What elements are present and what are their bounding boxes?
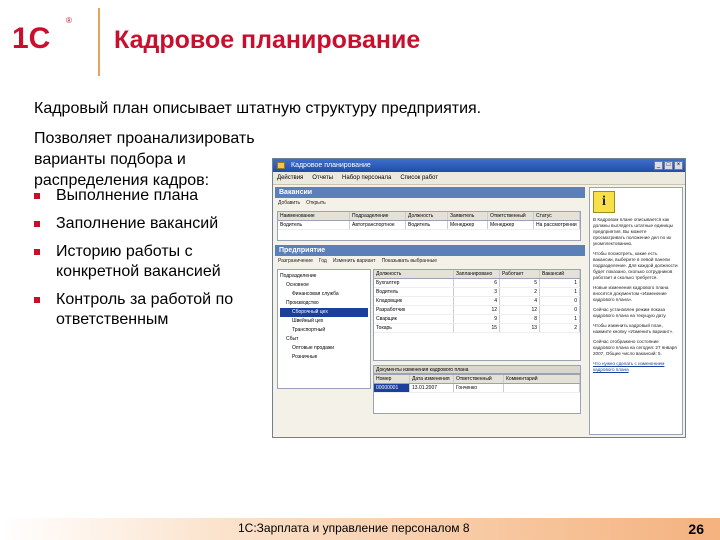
info-paragraph: Чтобы посмотреть, какие есть вакансии, выберите в левой панели подразделение. Для каждой должности будет показано, сколько сотрудников работает и сколько требуется. xyxy=(593,251,678,280)
column-header[interactable]: Заявитель xyxy=(448,212,488,220)
table-row[interactable]: Сварщик 9 8 1 xyxy=(374,315,580,324)
window-titlebar[interactable] xyxy=(273,159,685,172)
tree-node[interactable]: Розничные xyxy=(292,354,318,360)
column-header[interactable]: Запланировано xyxy=(454,270,500,278)
table-row[interactable]: Водитель Автотранспортное Водитель Менеджер Менеджер На рассмотрении xyxy=(278,221,580,230)
tree-node[interactable]: Производство xyxy=(286,300,319,306)
info-paragraph: Чтобы изменить кадровый план, нажмите кнопку «Изменить вариант». xyxy=(593,323,674,334)
column-header[interactable]: Должность xyxy=(406,212,448,220)
column-header[interactable]: Дата изменения xyxy=(410,375,454,383)
open-vacancy-button[interactable]: Открыть xyxy=(306,200,326,206)
logo-text: 1С xyxy=(12,22,51,52)
table-header xyxy=(374,270,580,279)
footer-product-name: 1С:Зарплата и управление персоналом 8 xyxy=(238,521,470,535)
tree-node[interactable]: Транспортный xyxy=(292,327,326,333)
table-row[interactable]: Кладовщик 4 4 0 xyxy=(374,297,580,306)
departments-section-title: Предприятие xyxy=(275,245,585,256)
table-row[interactable]: Водитель 3 2 1 xyxy=(374,288,580,297)
toolbar-tasks-button[interactable]: Список работ xyxy=(400,175,439,181)
departments-toolbar xyxy=(275,256,585,266)
tree-node[interactable]: Основное xyxy=(286,282,309,288)
vacancies-section-title: Вакансии xyxy=(275,187,585,198)
year-selector[interactable]: Год xyxy=(318,258,327,264)
add-vacancy-button[interactable]: Добавить xyxy=(278,200,301,206)
list-item: Контроль за работой по ответственным xyxy=(34,290,270,330)
info-panel xyxy=(589,187,683,435)
column-header[interactable]: Должность xyxy=(374,270,454,278)
minimize-icon[interactable]: _ xyxy=(654,161,663,170)
table-header xyxy=(278,212,580,221)
app-icon xyxy=(277,162,285,169)
tree-node-selected[interactable]: Сборочный цех xyxy=(280,308,368,317)
column-header[interactable]: Статус xyxy=(534,212,580,220)
app-window-screenshot xyxy=(272,158,686,438)
page-number: 26 xyxy=(688,521,704,537)
tree-node[interactable]: Финансовая служба xyxy=(292,291,339,297)
window-title: Кадровое планирование xyxy=(291,162,371,169)
window-controls xyxy=(654,161,683,170)
bullet-square-icon xyxy=(34,297,40,303)
info-footer-link[interactable]: Что нужно сделать с изменением кадрового плана xyxy=(593,361,665,372)
department-tree xyxy=(277,269,371,389)
tree-node[interactable]: Сбыт xyxy=(286,336,299,342)
toolbar-actions-menu[interactable]: Действия xyxy=(277,175,304,181)
vacancies-toolbar xyxy=(275,198,585,208)
documents-table xyxy=(373,374,581,414)
column-header[interactable]: Ответственный xyxy=(488,212,534,220)
bullet-square-icon xyxy=(34,249,40,255)
tree-node[interactable]: Оптовые продажи xyxy=(292,345,335,351)
change-variant-button[interactable]: Изменить вариант xyxy=(332,258,376,264)
table-row[interactable]: Разработчик 12 12 0 xyxy=(374,306,580,315)
registered-mark: ® xyxy=(66,16,72,25)
info-icon: i xyxy=(593,191,615,213)
column-header[interactable]: Подразделение xyxy=(350,212,406,220)
left-pane xyxy=(275,187,585,208)
bullet-square-icon xyxy=(34,221,40,227)
list-item: Выполнение плана xyxy=(34,186,270,206)
tree-node[interactable]: Швейный цех xyxy=(292,318,324,324)
maximize-icon[interactable]: □ xyxy=(664,161,673,170)
column-header[interactable]: Комментарий xyxy=(504,375,580,383)
column-header[interactable]: Работает xyxy=(500,270,540,278)
column-header[interactable]: Наименование xyxy=(278,212,350,220)
intro-line-2: Позволяет проанализировать варианты подбора и распределения кадров: xyxy=(34,130,255,189)
page-title: Кадровое планирование xyxy=(114,26,421,54)
info-paragraph: Сейчас установлен режим показа кадрового плана на текущую дату. xyxy=(593,307,667,318)
intro-line-1: Кадровый план описывает штатную структуру предприятия. xyxy=(34,100,482,117)
documents-section-title: Документы изменения кадрового плана xyxy=(373,365,581,374)
feature-list xyxy=(34,186,270,338)
info-paragraph: В Кадровом плане описывается как должны выглядеть штатные единицы предприятия. Вы можете просматривать положение дел по их укомплектованию. xyxy=(593,217,674,246)
toolbar-reports-menu[interactable]: Отчеты xyxy=(312,175,334,181)
column-header[interactable]: Ответственный xyxy=(454,375,504,383)
table-row[interactable]: Токарь 15 13 2 xyxy=(374,324,580,333)
table-row[interactable]: 00000001 13.01.2007 Гонченко xyxy=(374,384,580,393)
vacancies-table xyxy=(277,211,581,241)
table-header xyxy=(374,375,580,384)
list-item: Заполнение вакансий xyxy=(34,214,270,234)
toolbar-hiring-button[interactable]: Набор персонала xyxy=(342,175,392,181)
filter-button[interactable]: Разграничение xyxy=(278,258,313,264)
column-header[interactable]: Номер xyxy=(374,375,410,383)
tree-node[interactable]: Подразделение xyxy=(280,273,317,279)
table-row[interactable]: Бухгалтер 6 5 1 xyxy=(374,279,580,288)
departments-panel xyxy=(275,245,585,266)
show-selected-toggle[interactable]: Показывать выбранные xyxy=(381,258,437,264)
positions-table xyxy=(373,269,581,361)
close-icon[interactable]: × xyxy=(674,161,683,170)
column-header[interactable]: Вакансий xyxy=(540,270,580,278)
header-divider xyxy=(98,8,100,76)
main-toolbar xyxy=(273,172,685,185)
list-item: Историю работы с конкретной вакансией xyxy=(34,242,270,282)
bullet-square-icon xyxy=(34,193,40,199)
info-paragraph: Новые изменения кадрового плана вносятся документом «Изменение кадрового плана». xyxy=(593,285,669,302)
info-paragraph: Сейчас отображено состояние кадрового плана на сегодня: 27 января 2007, Общее число вакансий: 5. xyxy=(593,339,677,356)
1c-logo xyxy=(12,22,76,52)
